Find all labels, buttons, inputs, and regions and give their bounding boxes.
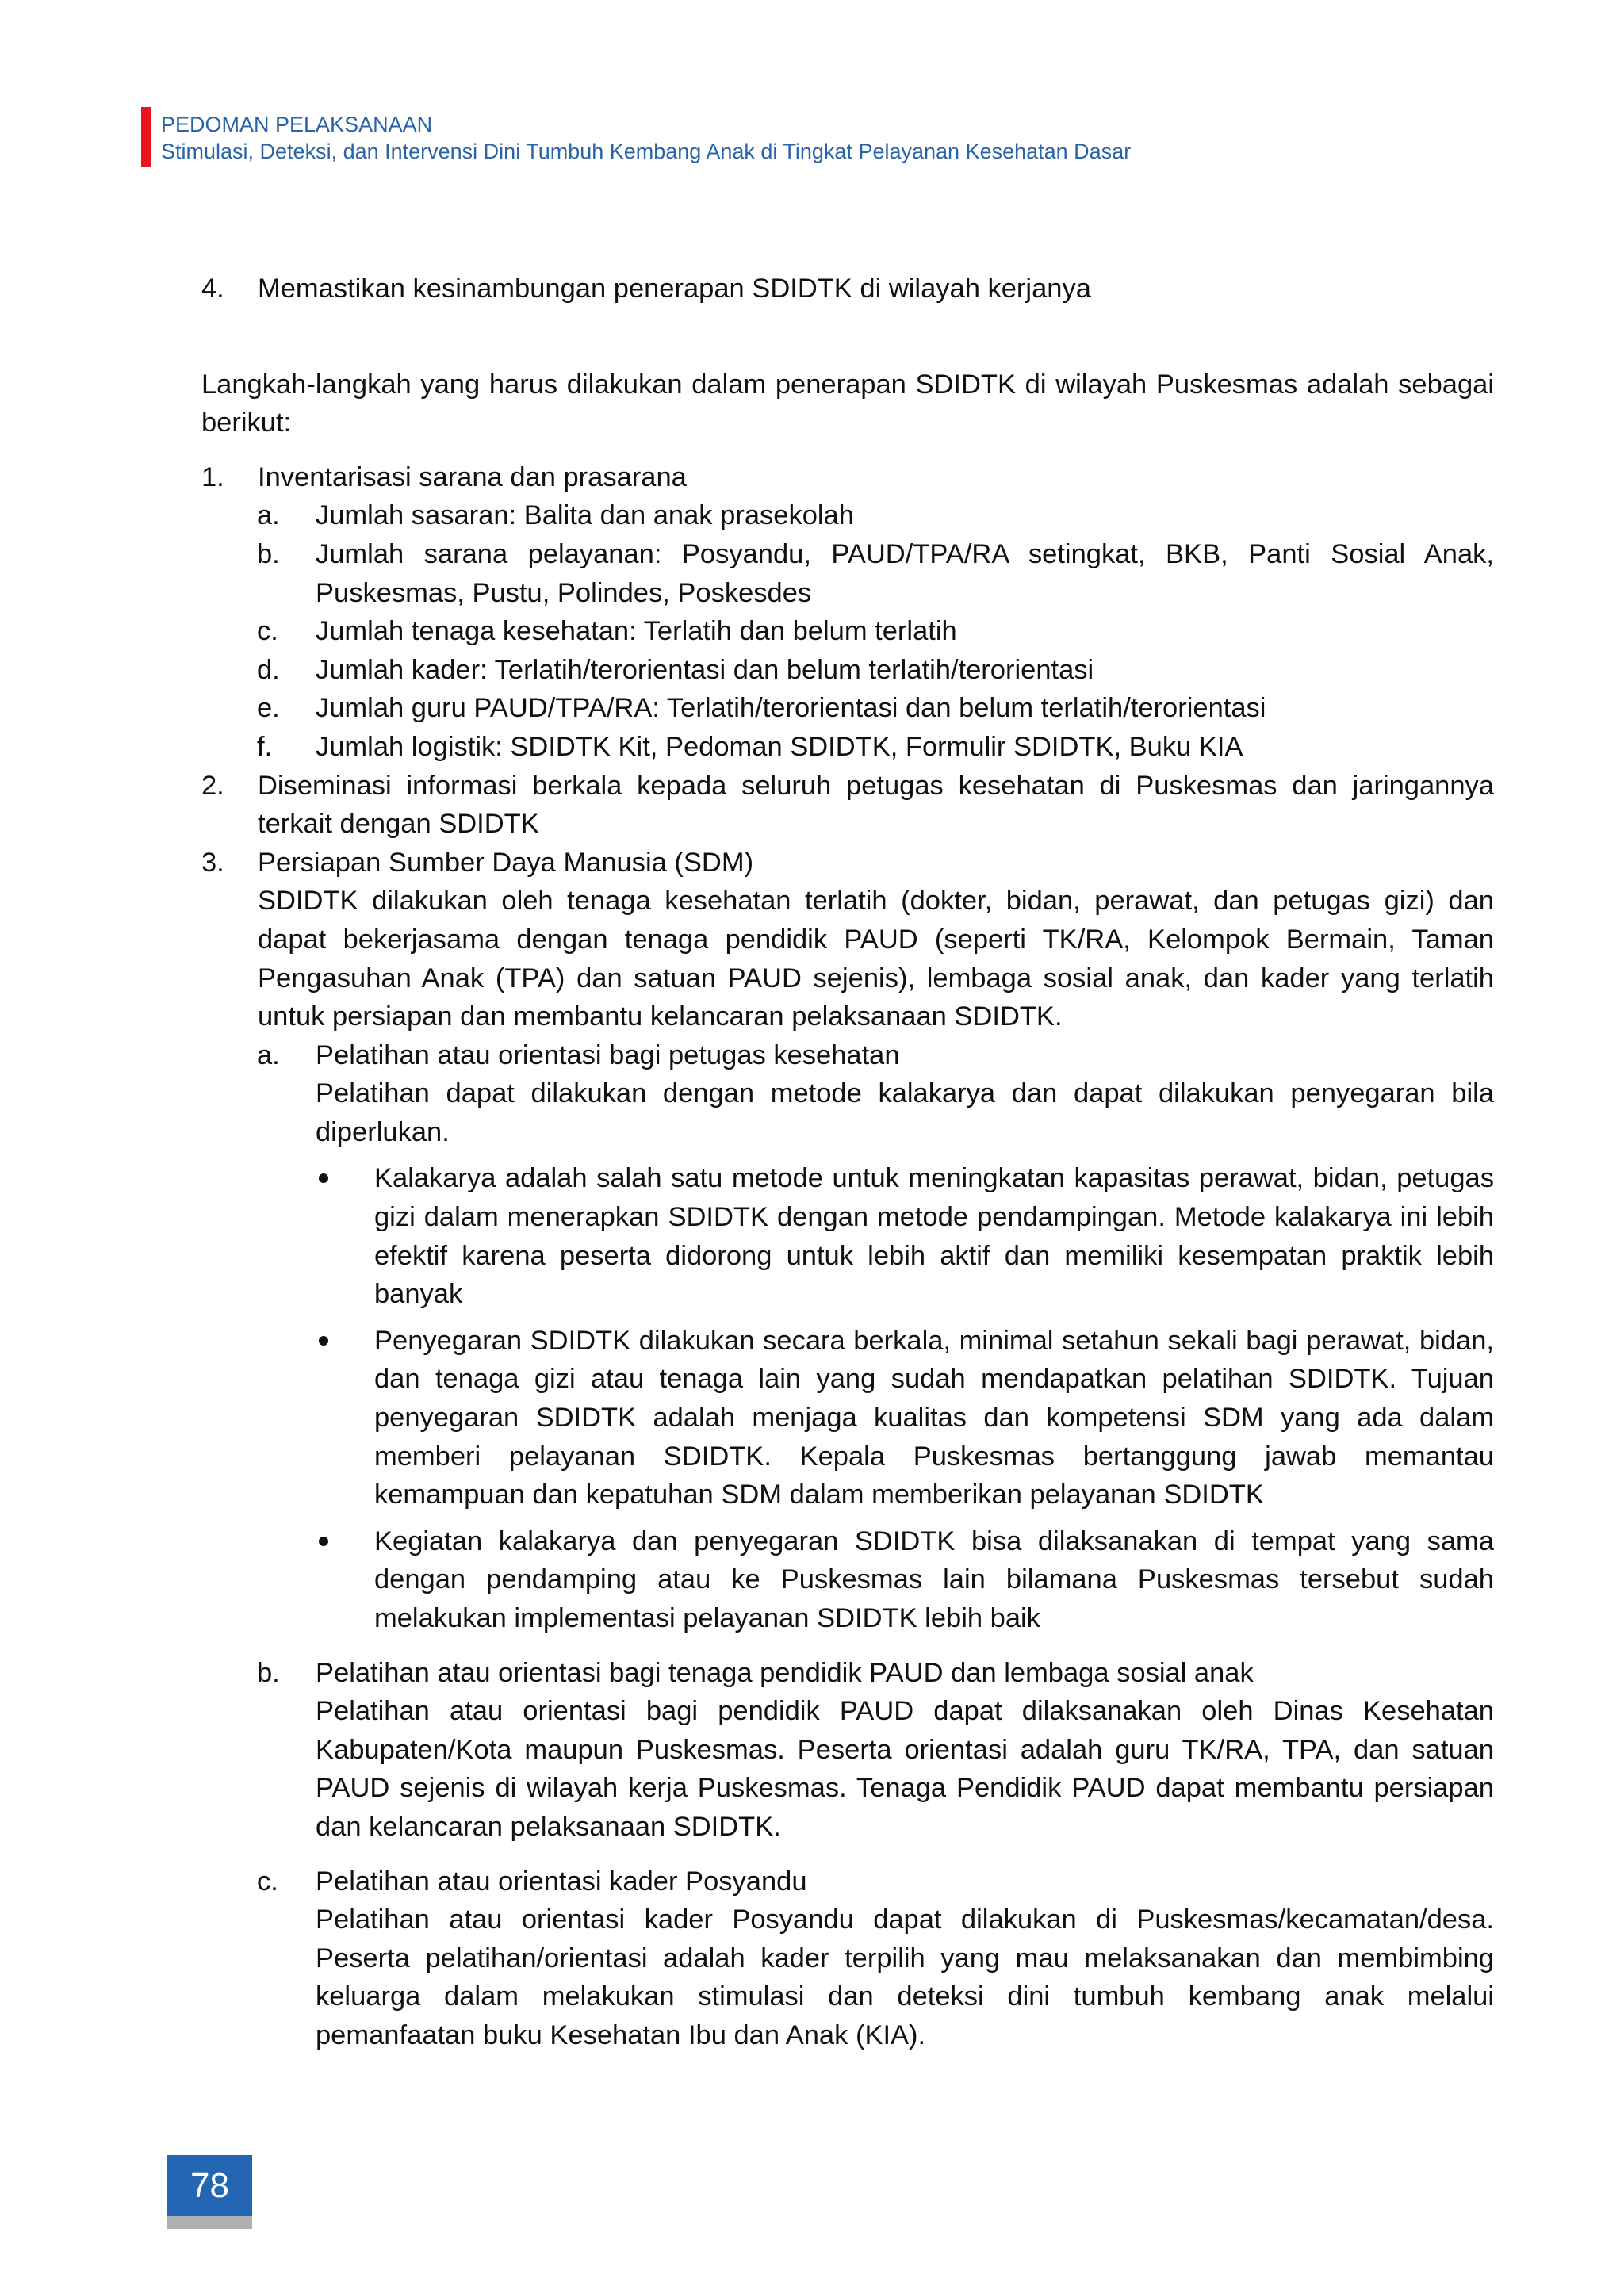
sub-body: Pelatihan atau orientasi kader Posyandu dapat dilakukan di Puskesmas/kecamatan/desa. Peserta pelatihan/orientasi adalah kader terpilih yang mau melaksanakan dan membimbing keluarga dalam melakukan stimulasi dan deteksi dini tumbuh kembang anak melalui pemanfaatan buku Kesehatan Ibu dan Anak (KIA). xyxy=(316,1904,1494,2050)
sub-number: e. xyxy=(257,693,280,724)
list-number: 4. xyxy=(201,274,224,304)
bullet-item xyxy=(201,1322,1494,1514)
sub-text: Jumlah sarana pelayanan: Posyandu, PAUD/TPA/RA setingkat, BKB, Panti Sosial Anak, Puskesmas, Pustu, Polindes, Poskesdes xyxy=(316,538,1494,608)
step-3 xyxy=(201,844,1494,1036)
step-number: 3. xyxy=(201,847,224,878)
sub-title: Pelatihan atau orientasi bagi tenaga pendidik PAUD dan lembaga sosial anak xyxy=(316,1657,1254,1688)
list-text: Memastikan kesinambungan penerapan SDIDTK di wilayah kerjanya xyxy=(258,274,1091,304)
page-number-badge xyxy=(167,2155,252,2229)
sub-number: b. xyxy=(257,1657,280,1688)
sub-item-1e xyxy=(201,689,1494,728)
running-header xyxy=(161,111,1131,165)
header-subtitle: Stimulasi, Deteksi, dan Intervensi Dini Tumbuh Kembang Anak di Tingkat Pelayanan Kesehatan Dasar xyxy=(161,140,1132,163)
step-1 xyxy=(201,458,1494,497)
sub-item-1b xyxy=(201,535,1494,612)
bullet-icon xyxy=(319,1537,328,1546)
bullet-text: Kalakarya adalah salah satu metode untuk meningkatan kapasitas perawat, bidan, petugas gizi dalam menerapkan SDIDTK dengan metode pendampingan. Metode kalakarya ini lebih efektif karena peserta didorong untuk lebih aktif dan memiliki kesempatan praktik lebih banyak xyxy=(374,1163,1494,1310)
sub-title: Pelatihan atau orientasi bagi petugas kesehatan xyxy=(316,1039,900,1070)
page-number: 78 xyxy=(167,2155,252,2216)
sub-number: b. xyxy=(257,538,280,569)
step-title: Persiapan Sumber Daya Manusia (SDM) xyxy=(258,847,754,878)
list-item-4 xyxy=(201,270,1494,308)
sub-number: d. xyxy=(257,654,280,685)
sub-number: a. xyxy=(257,500,280,531)
bullet-item xyxy=(201,1522,1494,1638)
sub-text: Jumlah guru PAUD/TPA/RA: Terlatih/terorientasi dan belum terlatih/terorientasi xyxy=(316,693,1266,724)
document-body xyxy=(201,270,1494,2055)
sub-item-3c xyxy=(201,1862,1494,2055)
sub-item-1c xyxy=(201,612,1494,651)
sub-title: Pelatihan atau orientasi kader Posyandu xyxy=(316,1866,807,1897)
step-number: 2. xyxy=(201,770,224,801)
sub-item-3a xyxy=(201,1036,1494,1152)
header-title: PEDOMAN PELAKSANAAN xyxy=(161,113,433,136)
step-title: Inventarisasi sarana dan prasarana xyxy=(258,461,687,492)
sub-body: Pelatihan atau orientasi bagi pendidik PAUD dapat dilaksanakan oleh Dinas Kesehatan Kabupaten/Kota maupun Puskesmas. Peserta orientasi adalah guru TK/RA, TPA, dan satuan PAUD sejenis di wilayah kerja Puskesmas. Tenaga Pendidik PAUD dapat membantu persiapan dan kelancaran pelaksanaan SDIDTK. xyxy=(316,1696,1494,1842)
bullet-text: Kegiatan kalakarya dan penyegaran SDIDTK bisa dilaksanakan di tempat yang sama dengan pendamping atau ke Puskesmas lain bilamana Puskesmas tersebut sudah melakukan implementasi pelayanan SDIDTK lebih baik xyxy=(374,1525,1494,1633)
sub-number: c. xyxy=(257,1866,278,1897)
step-number: 1. xyxy=(201,461,224,492)
sub-item-1a xyxy=(201,496,1494,535)
bullet-item xyxy=(201,1159,1494,1313)
step-title: Diseminasi informasi berkala kepada seluruh petugas kesehatan di Puskesmas dan jaringannya terkait dengan SDIDTK xyxy=(258,770,1494,840)
sub-item-1f xyxy=(201,728,1494,767)
sub-item-3b xyxy=(201,1654,1494,1847)
sub-item-1d xyxy=(201,651,1494,690)
bullet-text: Penyegaran SDIDTK dilakukan secara berkala, minimal setahun sekali bagi perawat, bidan, dan tenaga gizi atau tenaga lain yang sudah mendapatkan pelatihan SDIDTK. Tujuan penyegaran SDIDTK adalah menjaga kualitas dan kompetensi SDM yang ada dalam memberi pelayanan SDIDTK. Kepala Puskesmas bertanggung jawab memantau kemampuan dan kepatuhan SDM dalam memberikan pelayanan SDIDTK xyxy=(374,1325,1494,1510)
sub-body: Pelatihan dapat dilakukan dengan metode kalakarya dan dapat dilakukan penyegaran bila diperlukan. xyxy=(316,1078,1494,1147)
sub-text: Jumlah tenaga kesehatan: Terlatih dan belum terlatih xyxy=(316,616,957,647)
sub-text: Jumlah logistik: SDIDTK Kit, Pedoman SDIDTK, Formulir SDIDTK, Buku KIA xyxy=(316,731,1243,762)
sub-text: Jumlah kader: Terlatih/terorientasi dan belum terlatih/terorientasi xyxy=(316,654,1094,685)
sub-number: a. xyxy=(257,1039,280,1070)
intro-paragraph: Langkah-langkah yang harus dilakukan dalam penerapan SDIDTK di wilayah Puskesmas adalah sebagai berikut: xyxy=(201,369,1494,438)
bullet-icon xyxy=(319,1173,328,1183)
step-body: SDIDTK dilakukan oleh tenaga kesehatan terlatih (dokter, bidan, perawat, dan petugas gizi) dan dapat bekerjasama dengan tenaga pendidik PAUD (seperti TK/RA, Kelompok Bermain, Taman Pengasuhan Anak (TPA) dan satuan PAUD sejenis), lembaga sosial anak, dan kader yang terlatih untuk persiapan dan membantu kelancaran pelaksanaan SDIDTK. xyxy=(258,886,1494,1032)
header-accent-bar xyxy=(141,107,151,167)
sub-number: f. xyxy=(257,731,273,762)
sub-text: Jumlah sasaran: Balita dan anak prasekolah xyxy=(316,500,854,531)
bullet-icon xyxy=(319,1336,328,1346)
step-2 xyxy=(201,767,1494,844)
sub-number: c. xyxy=(257,616,278,647)
